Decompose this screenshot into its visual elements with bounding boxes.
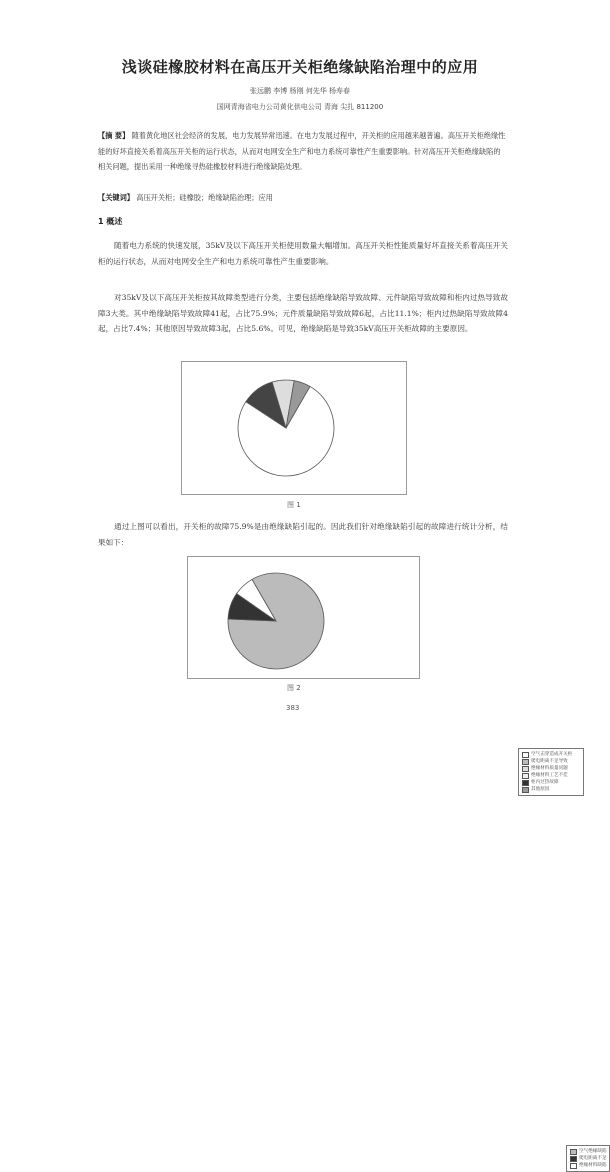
- paper-title: 浅谈硅橡胶材料在高压开关柜绝缘缺陷治理中的应用: [121, 58, 479, 76]
- legend-swatch: [522, 773, 529, 779]
- abstract-text: 随着黄化地区社会经济的发展，电力发展异常迅速。在电力发展过程中，开关柜的应用越来越普遍。高压开关柜绝缘性能的好坏直接关系着高压开关柜的运行状态，从而对电网安全生产和电力系统可靠性产生重要影响。针对高压开关柜绝缘缺陷的相关问题，提出采用一种绝缘寻热硅橡胶材料进行绝缘缺陷处理。: [98, 131, 506, 172]
- legend-item: [522, 758, 580, 765]
- paragraph-1: 随着电力系统的快速发展，35kV及以下高压开关柜使用数量大幅增加。高压开关柜性能质量好坏直接关系着高压开关柜的运行状态，从而对电网安全生产和电力系统可靠性产生重要影响。: [98, 241, 508, 266]
- legend-label: 绝缘材料缺陷: [579, 1163, 607, 1168]
- legend-item: [522, 765, 580, 772]
- legend-swatch: [522, 780, 529, 786]
- legend-label: 其他原因: [531, 787, 550, 792]
- pie-chart-1: [182, 362, 406, 494]
- abstract-label: 【摘 要】: [98, 131, 130, 140]
- legend-swatch: [570, 1156, 577, 1162]
- pie-chart-2: [188, 557, 419, 678]
- keywords: [98, 193, 506, 203]
- affiliation: 国网青海省电力公司黄化供电公司 青海 尖扎 811200: [216, 103, 384, 111]
- legend-item: [570, 1148, 606, 1155]
- paragraph-2: 对35kV及以下高压开关柜按其故障类型进行分类，主要包括绝缘缺陷导致故障、元件缺陷导致故障和柜内过热导致故障3大类。其中绝缘缺陷导致故障41起，占比75.9%；元件质量缺陷导致故障6起，占比11.1%；柜内过热缺陷导致故障4起，占比7.4%；其他原因导致故障3起，占比5.6%。可见，绝缘缺陷是导致35kV高压开关柜故障的主要原因。: [98, 293, 508, 334]
- legend-swatch: [522, 752, 529, 758]
- legend-item: [522, 772, 580, 779]
- page-number: 383: [286, 704, 300, 712]
- legend-swatch: [522, 787, 529, 793]
- legend-item: [522, 751, 580, 758]
- keywords-text: 高压开关柜；硅橡胶；绝缘缺陷治理；应用: [136, 193, 273, 202]
- legend-label: 爬电距离不足: [579, 1156, 607, 1161]
- section-title: 1 概述: [98, 217, 123, 226]
- paragraph-3: 通过上图可以看出，开关柜的故障75.9%是由绝缘缺陷引起的。因此我们针对绝缘缺陷引起的故障进行统计分析，结果如下：: [98, 522, 508, 547]
- legend-label: 空气击穿造成开关柜: [531, 752, 573, 757]
- legend-label: 爬电距离不足导致: [531, 759, 568, 764]
- legend-swatch: [570, 1163, 577, 1169]
- figure-1-caption: 图 1: [287, 501, 301, 509]
- legend-item: [570, 1162, 606, 1169]
- legend-item: [522, 779, 580, 786]
- legend-item: [522, 786, 580, 793]
- legend-label: 柜内过热故障: [531, 780, 559, 785]
- legend-label: 空气绝缘缺陷: [579, 1149, 607, 1154]
- legend-swatch: [522, 766, 529, 772]
- authors: 张远鹏 李博 杨刚 何先华 杨寿春: [250, 87, 350, 95]
- legend-item: [570, 1155, 606, 1162]
- legend-label: 绝缘材料工艺不佳: [531, 773, 568, 778]
- legend-label: 绝缘材料质量问题: [531, 766, 568, 771]
- figure-2-legend: [566, 1145, 610, 1172]
- figure-2-caption: 图 2: [287, 684, 301, 692]
- figure-1-legend: [518, 748, 584, 796]
- keywords-label: 【关键词】: [98, 193, 134, 202]
- abstract: [98, 128, 506, 175]
- legend-swatch: [570, 1149, 577, 1155]
- legend-swatch: [522, 759, 529, 765]
